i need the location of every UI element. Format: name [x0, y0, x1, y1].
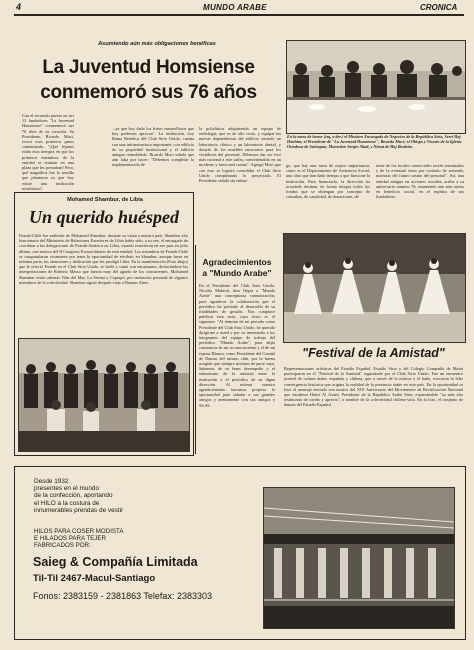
article2-title: Un querido huésped [28, 207, 180, 227]
dance-photo [284, 234, 465, 342]
group-photo [19, 339, 189, 451]
section-name: CRONICA [420, 3, 458, 12]
article1-column-2: ...ya que hoy dado los frutos maravillosos que hoy podemos apreciar". La institución, hoy Rama Benéfica del Club Sirio Unido, cuenta con una infraestructura importante, con edificio de su propiedad institucional y el edificio antiguo remodelado. Ricardo Muci señaló que aún falta por hacer: "Debemos completar la implementación de [112, 126, 194, 168]
article2-kicker: Mohamed Shambur, de Libia [67, 197, 143, 203]
ad-intro-line: el HILO a la costura de [34, 499, 100, 507]
ad-intro [34, 478, 184, 514]
header-rule [14, 14, 464, 16]
ad-products [34, 528, 194, 550]
ad-address: Til-Til 2467-Macul-Santiago [33, 573, 156, 584]
article3-body: En el Presidente del Club Sirio Unido, Nicolás Mahech, hizo llegar a "Mundo Arabe" una conceptuosa comunicación, para agradecer la colaboración que el periódico ha prestado al desarrollo de su finalidades de gestión. Nos complace publicar esta nota, cuyo texto es el siguiente: "Al término de mi periodo como Presidente del Club Sirio Unido, he querido dirigirme a usted y por su intermedio a los integrantes del equipo de trabajo del periódico "Mundo Arabe", para dejar constancia de mi reconocimiento y el de mi esposa Blanca, como Presidente del Comité de Damas del mismo club, por la buena acogida que siempre tuvimos de parte suya. Sabemos de su buen desempeño y el entusiasmo de la amistad entre la institución y el periódico de su digna dirección. Al reiterar nuestro agradecimiento hacemos propicia la oportunidad para saludar a sus grandes amigos y atentamente con sus amigos y SS.SS. [199, 283, 275, 408]
ad-product-line: HILOS PARA COSER MODISTA [34, 528, 124, 535]
article3-title-line2: a "Mundo Arabe" [202, 268, 272, 278]
article3-title-line1: Agradecimientos [202, 257, 272, 267]
article1-column-1: Con el recuerdo puesto en sus 13 fundadores "La Juventud Homsiense" conmemoró sus 76 años de su creación. Su Presidente, Ricardo Muci, evocó esos primeros pasos comentando, "¡Qué lejanos están esos tiempos en que los primeros miembros de la entidad se reunían en una plaza que les prestaban! Pero, qué magnífica fue la semilla que plantaron ya que hoy existe una institución prestigiosa". [22, 113, 74, 190]
spinning-machine-photo [264, 488, 454, 628]
banquet-photo [287, 41, 465, 133]
publication-name: MUNDO ARABE [203, 3, 267, 12]
article1-column-5: rente de los locales comerciales recién terminados y de la eventual renta por contrato de arriendo, mientras del futuro casino del personal". Así, una entidad antigua en acciones sociales, arriba a su aniversario número 76, asumiendo aún más tareas en beneficio social, en el espíritu de sus fundadores. [376, 163, 464, 200]
ad-intro-line: innumerables prendas de vestir [34, 506, 124, 514]
ad-intro-line: presentes en el mundo [34, 485, 100, 493]
ad-intro-line: de la confección, aportando [34, 492, 113, 500]
article2-photo [18, 338, 190, 452]
article1-kicker: Asumiendo aún más obligaciones benéficas [98, 41, 216, 47]
article1-title-line2: conmemoró sus 76 años [40, 82, 257, 103]
ad-intro-line: Desde 1932 [34, 478, 69, 485]
ad-product-line: FABRICADOS POR: [34, 542, 91, 550]
ad-company-name: Saieg & Compañía Limitada [33, 555, 198, 569]
article2-body: Fearab-Chile fue anfitrión de Mohamed Shambur, durante su visita a nuestro país. Shambur alto funcionario del Ministerio de Relaciones Exteriores de Libia había sido, a su vez, el encargado de coordinar a las delegaciones de Fearab-América en Libia, cuando estuvieron en ese país en julio último, con motivo del II Congreso Extraordinario de esta entidad. Los miembros de Fearab-Chile se congratularon vivamente por tener la oportunidad de retribuir en Shambur, aunque fuera en mínima parte, las atenciones y dedicación que les prodigó Libia. En la manifestación (Foto abajo) que le ofreció Fearab en el Club Sirio Unido, se bailó y cantó con entusiasmo, destacándose las interpretaciones de Roberto Masso que fueron muy del agrado de los concurrentes. Mohamed Shambur visitó además Viña del Mar, La Serena y Copiapó, por invitación personal de algunos miembros de la colectividad. Shambur siguió después viaje a Buenos Aires. [19, 233, 188, 285]
ad-phones: Fonos: 2383159 - 2381863 Telefax: 2383303 [33, 591, 212, 601]
article1-title-line1: La Juventud Homsiense [42, 57, 255, 78]
ad-product-line: E HILADOS PARA TEJER [34, 535, 106, 543]
article1-photo [286, 40, 466, 134]
article1-column-4: go, que hay una tarea de mayor importancia, como es el Departamento de Asistencia Social, una obra que han dado tiempo a que funcione la institución. Para financiarlo, la dirección ha acordado destinar en forma íntegra todos los fondos que se obtengan por concepto de consultas, de canalidad, de donaciones, de [286, 163, 370, 200]
article4-title: "Festival de la Amistad" [302, 346, 445, 360]
article1-photo-caption: En la mesa de honor (izq. a der.) el Ministro Encargado de Negocios de la República Siria, Serri Haj Ibrahim; el Presidente de "La Juventud Homsiense", Ricardo Muci; el Obispo y Vicario de la Iglesia Ortodoxa de Antioquía, Monseñor Sergio Abad, y Nimat de Haj Ibrahim. [287, 134, 462, 149]
page-number: 4 [16, 2, 22, 12]
article4-body: Representaciones artísticas del Estadio Español, Estadio Sirio y del Colegio Compañía de María participaron en el "Festival de la Amistad" organizado por el Club Sirio Unido. Fue un encuentro juvenil de cultura árabe, española y chilena, que a través de la música y el baile, evocaron la feliz convergencia histórica que origina la realidad de la presencia árabe en este país. En la oportunidad se leyó el mensaje enviado con motivo del XIX Aniversario del Movimiento de Rectificación Nacional que encabeza Hafez Al Assad, Presidente de la República Arabe Siria, expresándole "su más alto testimonio de cariño y aprecio", a nombre de la colectividad chileno-siria. En la foto, el conjunto de danzas del Estadio Español. [284, 366, 463, 408]
article1-column-3: la policlínica adquiriendo un equipo de radiología, que es de alto costo, y equipar las nuevas dependencias del edificio creando un laboratorio clínico y un laboratorio dental, y dotarlo de los muebles necesarios para los vestidores del personal. Debemos dar un vivo más racional a este salón, convirtiéndolo en un moderno y funcional casino". Agregó Muci que con esto se logrará consolidar el Club Sirio Unido completando lo proyectado. El Presidente señaló sin embar- [199, 126, 281, 184]
ad-factory-photo [263, 487, 455, 629]
article4-photo [283, 233, 466, 343]
